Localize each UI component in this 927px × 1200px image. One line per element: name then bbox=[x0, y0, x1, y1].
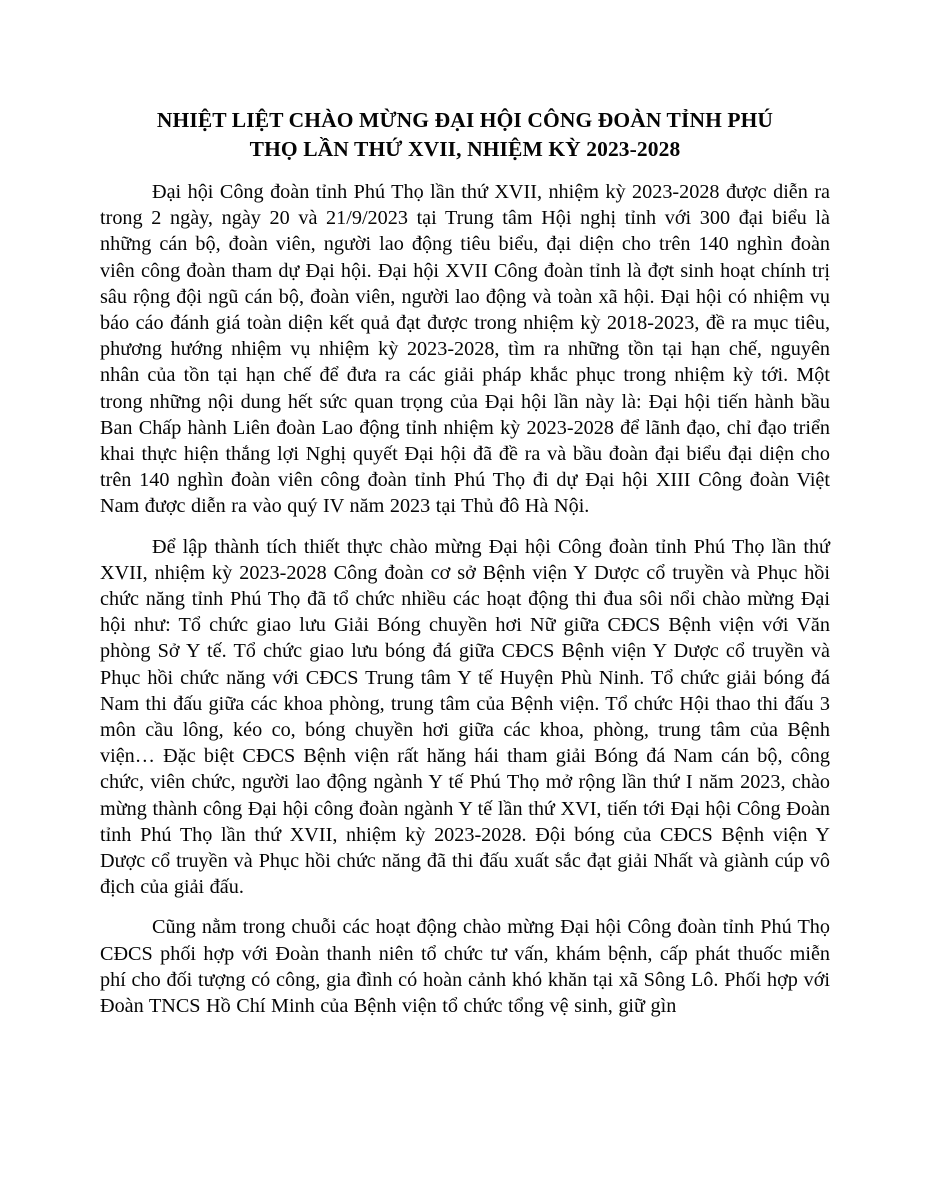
paragraph-emulation-activities: Để lập thành tích thiết thực chào mừng Đại hội Công đoàn tỉnh Phú Thọ lần thứ XVII, nhiệm kỳ 2023-2028 Công đoàn cơ sở Bệnh viện Y Dược cổ truyền và Phục hồi chức năng tỉnh Phú Thọ đã tổ chức nhiều các hoạt động thi đua sôi nổi chào mừng Đại hội như: Tổ chức giao lưu Giải Bóng chuyền hơi Nữ giữa CĐCS Bệnh viện với Văn phòng Sở Y tế. Tổ chức giao lưu bóng đá giữa CĐCS Bệnh viện Y Dược cổ truyền và Phục hồi chức năng với CĐCS Trung tâm Y tế Huyện Phù Ninh. Tổ chức giải bóng đá Nam thi đấu giữa các khoa phòng, trung tâm của Bệnh viện. Tổ chức Hội thao thi đấu 3 môn cầu lông, kéo co, bóng chuyền hơi giữa các khoa, phòng, trung tâm của Bệnh viện… Đặc biệt CĐCS Bệnh viện rất hăng hái tham giải Bóng đá Nam cán bộ, công chức, viên chức, người lao động ngành Y tế Phú Thọ mở rộng lần thứ I năm 2023, chào mừng thành công Đại hội công đoàn ngành Y tế lần thứ XVI, tiến tới Đại hội Công Đoàn tỉnh Phú Thọ lần thứ XVII, nhiệm kỳ 2023-2028. Đội bóng của CĐCS Bệnh viện Y Dược cổ truyền và Phục hồi chức năng đã thi đấu xuất sắc đạt giải Nhất và giành cúp vô địch của giải đấu. bbox=[100, 535, 830, 899]
document-title: NHIỆT LIỆT CHÀO MỪNG ĐẠI HỘI CÔNG ĐOÀN TỈNH PHÚ THỌ LẦN THỨ XVII, NHIỆM KỲ 2023-2028 bbox=[156, 108, 774, 161]
paragraph-congress-overview: Đại hội Công đoàn tỉnh Phú Thọ lần thứ XVII, nhiệm kỳ 2023-2028 được diễn ra trong 2 ngày, ngày 20 và 21/9/2023 tại Trung tâm Hội nghị tỉnh với 300 đại biểu là những cán bộ, đoàn viên, người lao động tiêu biểu, đại diện cho trên 140 nghìn đoàn viên công đoàn tham dự Đại hội. Đại hội XVII Công đoàn tỉnh là đợt sinh hoạt chính trị sâu rộng đội ngũ cán bộ, đoàn viên, người lao động và toàn xã hội. Đại hội có nhiệm vụ báo cáo đánh giá toàn diện kết quả đạt được trong nhiệm kỳ 2018-2023, đề ra mục tiêu, phương hướng nhiệm vụ nhiệm kỳ 2023-2028, tìm ra những tồn tại hạn chế, nguyên nhân của tồn tại hạn chế để đưa ra các giải pháp khắc phục trong nhiệm kỳ tới. Một trong những nội dung hết sức quan trọng của Đại hội lần này là: Đại hội tiến hành bầu Ban Chấp hành Liên đoàn Lao động tỉnh nhiệm kỳ 2023-2028 để lãnh đạo, chỉ đạo triển khai thực hiện thắng lợi Nghị quyết Đại hội đã đề ra và bầu đoàn đại biểu đại diện cho trên 140 nghìn đoàn viên công đoàn tỉnh Phú Thọ đi dự Đại hội XIII Công đoàn Việt Nam được diễn ra vào quý IV năm 2023 tại Thủ đô Hà Nội. bbox=[100, 181, 830, 518]
paragraph-community-activities: Cũng nằm trong chuỗi các hoạt động chào mừng Đại hội Công đoàn tỉnh Phú Thọ CĐCS phối hợp với Đoàn thanh niên tổ chức tư vấn, khám bệnh, cấp phát thuốc miễn phí cho đối tượng có công, gia đình có hoàn cảnh khó khăn tại xã Sông Lô. Phối hợp với Đoàn TNCS Hồ Chí Minh của Bệnh viện tổ chức tổng vệ sinh, giữ gìn bbox=[100, 916, 830, 1018]
